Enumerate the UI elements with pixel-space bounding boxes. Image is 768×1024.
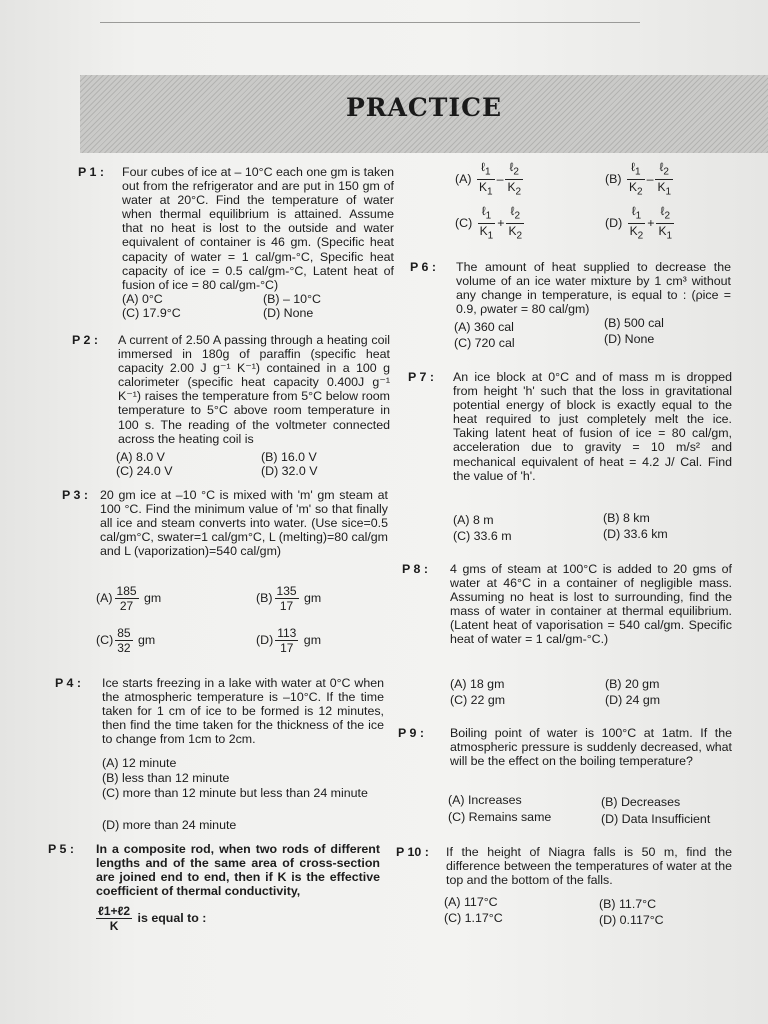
- question-text: If the height of Niagra falls is 50 m, find the difference between the temperatures of water at the top and the bottom of the falls.: [446, 845, 732, 888]
- option-b: (B) 8 km: [603, 511, 650, 525]
- option-b: (B) 16.0 V: [261, 450, 317, 464]
- option-d: (D) None: [263, 306, 314, 320]
- option-a: (A) 8 m: [453, 513, 494, 527]
- option-c: (C) 33.6 m: [453, 529, 512, 543]
- option-a: (A) 8.0 V: [116, 450, 165, 464]
- question-text: The amount of heat supplied to decrease the volume of an ice water mixture by 1 cm³ without any change in temperature, is equal to : (ρice = 0.9, ρwater = 80 cal/gm): [456, 260, 731, 317]
- option-b: (B) 11.7°C: [599, 897, 657, 911]
- option-a: (A) $\frac{185}{27}$ gm: [96, 584, 162, 613]
- question-number: P 8 :: [402, 562, 428, 576]
- option-c: (C) more than 12 minute but less than 24 minute: [102, 786, 368, 800]
- option-a: (A) $\frac{\ell_1}{K_1}$ – $\frac{\ell_2}{K_2}$: [455, 160, 522, 198]
- option-d: (D) 33.6 km: [603, 527, 668, 541]
- question-text: A current of 2.50 A passing through a heating coil immersed in 180g of paraffin (specific heat capacity 2.00 J g⁻¹ K⁻¹) contained in a 100 g calorimeter (specific heat capacity 0.400J g⁻¹ K⁻¹) raises the temperature from 5°C below room temperature to 5°C above room temperature in 100 s. The reading of the voltmeter connected across the heating coil is: [118, 333, 390, 446]
- question-number: P 10 :: [396, 845, 429, 859]
- question-text: Four cubes of ice at – 10°C each one gm is taken out from the refrigerator and are put in 150 gm of water at 20°C. Find the temperature of water when thermal equilibrium is attained. Assume that no heat is lost to the outside and water equivalent of container is 46 gm. (Specific heat capacity of water = 1 cal/gm-°C, Specific heat capacity of ice = 0.5 cal/gm-°C, Latent heat of fusion of ice = 80 cal/gm-°C): [122, 165, 394, 292]
- option-b: (B) $\frac{\ell_1}{K_2}$ – $\frac{\ell_2}{K_1}$: [605, 160, 672, 198]
- p5-options: [455, 160, 745, 250]
- question-expression: $\frac{\text{ℓ1+ℓ2}}{K}$ is equal to :: [98, 904, 207, 933]
- option-c: (C) 22 gm: [450, 693, 506, 707]
- question-number: P 4 :: [55, 676, 81, 690]
- question-number: P 5 :: [48, 842, 74, 856]
- question-number: P 3 :: [62, 488, 88, 502]
- question-text: An ice block at 0°C and of mass m is dropped from height 'h' such that the loss in gravitational potential energy of block is exactly equal to the heat required to just completely melt the ice. Taking latent heat of fusion of ice = 80 cal/gm, acceleration due to gravity = 10 m/s² and mechanical equivalent of heat = 4.2 J/ Cal. Find the value of 'h'.: [453, 370, 732, 483]
- option-a: (A) 18 gm: [450, 677, 505, 691]
- option-c: (C) 24.0 V: [116, 464, 173, 478]
- option-d: (D) 32.0 V: [261, 464, 318, 478]
- page-edge-line: [100, 22, 640, 23]
- option-a: (A) 12 minute: [102, 756, 177, 770]
- question-text: In a composite rod, when two rods of different lengths and of the same area of cross-section are joined end to end, then if K is the effective coefficient of thermal conductivity,: [96, 842, 380, 899]
- question-number: P 1 :: [78, 165, 104, 179]
- option-c: (C) 1.17°C: [444, 911, 503, 925]
- option-b: (B) $\frac{135}{17}$ gm: [256, 584, 322, 613]
- page-title: PRACTICE: [345, 93, 503, 122]
- option-d: (D) 24 gm: [605, 693, 661, 707]
- question-number: P 7 :: [408, 370, 434, 384]
- option-d: (D) 0.117°C: [599, 913, 664, 927]
- option-c: (C) 720 cal: [454, 336, 515, 350]
- option-b: (B) Decreases: [601, 795, 681, 809]
- question-text: 20 gm ice at –10 °C is mixed with 'm' gm steam at 100 °C. Find the minimum value of 'm' so that finally all ice and steam converts into water. (Use sice=0.5 cal/gm°C, swater=1 cal/gm°C, L (melting)=80 cal/gm and L (vaporization)=540 cal/gm): [100, 488, 388, 559]
- header-banner: [80, 75, 768, 153]
- option-c: (C) $\frac{85}{32}$ gm: [96, 626, 156, 655]
- option-b: (B) 500 cal: [604, 316, 664, 330]
- option-a: (A) 117°C: [444, 895, 498, 909]
- question-text: 4 gms of steam at 100°C is added to 20 gms of water at 46°C in a container of negligible mass. Assuming no heat is lost to surrounding, find the mass of water in container at thermal equilibrium. (Latent heat of vaporisation = 540 cal/gm. Specific heat of water = 1 cal/gm-°C.): [450, 562, 732, 647]
- option-b: (B) less than 12 minute: [102, 771, 230, 785]
- option-a: (A) Increases: [448, 793, 522, 807]
- option-c: (C) 17.9°C: [122, 306, 181, 320]
- option-d: (D) None: [604, 332, 655, 346]
- option-d: (D) $\frac{\ell_1}{K_2}$ + $\frac{\ell_2}{K_1}$: [605, 204, 673, 242]
- option-d: (D) Data Insufficient: [601, 812, 711, 826]
- question-text: Boiling point of water is 100°C at 1atm. If the atmospheric pressure is suddenly decreased, what will be the effect on the boiling temperature?: [450, 726, 732, 769]
- option-a: (A) 360 cal: [454, 320, 514, 334]
- question-number: P 9 :: [398, 726, 424, 740]
- option-b: (B) 20 gm: [605, 677, 660, 691]
- option-c: (C) $\frac{\ell_1}{K_1}$ + $\frac{\ell_2}{K_2}$: [455, 204, 523, 242]
- option-b: (B) – 10°C: [263, 292, 321, 306]
- question-number: P 2 :: [72, 333, 98, 347]
- option-d: (D) $\frac{113}{17}$ gm: [256, 626, 322, 655]
- option-c: (C) Remains same: [448, 810, 552, 824]
- question-number: P 6 :: [410, 260, 436, 274]
- question-text: Ice starts freezing in a lake with water at 0°C when the atmospheric temperature is –10°C. If the time taken for 1 cm of ice to be formed is 12 minutes, then find the time taken for the thickness of the ice to change from 1cm to 2cm.: [102, 676, 384, 747]
- option-a: (A) 0°C: [122, 292, 163, 306]
- option-d: (D) more than 24 minute: [102, 818, 237, 832]
